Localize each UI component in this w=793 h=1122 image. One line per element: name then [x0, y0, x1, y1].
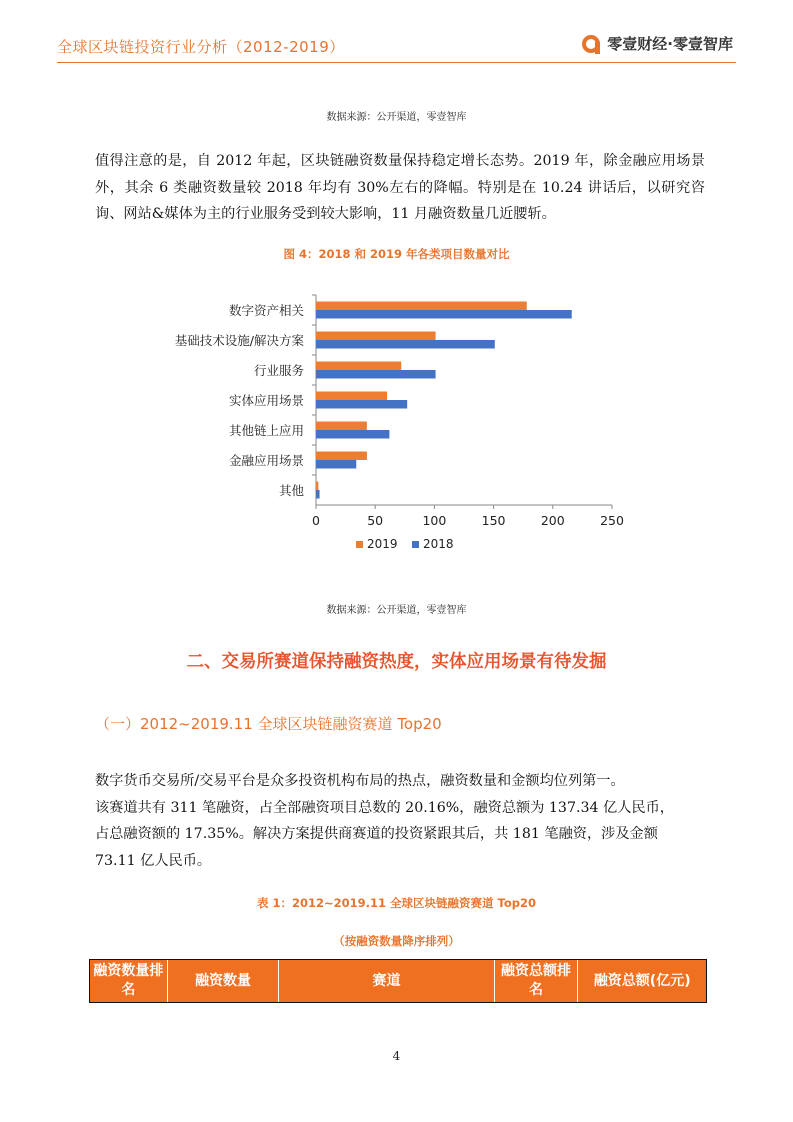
figure-title: 图 4：2018 和 2019 年各类项目数量对比 — [283, 247, 510, 261]
column-header-count: 融资数量 — [168, 960, 280, 1002]
column-header-amount-rank: 融资总额排名 — [495, 960, 579, 1002]
bar-2018-2 — [316, 370, 436, 379]
bar-chart — [150, 283, 650, 573]
bar-2018-3 — [316, 400, 407, 409]
bar-2019-0 — [316, 302, 527, 311]
legend-swatch-2018 — [412, 541, 419, 548]
x-tick-label: 0 — [312, 513, 320, 528]
paragraph-line: 该赛道共有 311 笔融资，占全部融资项目总数的 20.16%，融资总额为 137.34 亿人民币， — [95, 799, 674, 816]
paragraph-text: 值得注意的是，自 2012 年起，区块链融资数量保持稳定增长态势。2019 年，除金融应用场景外，其余 6 类融资数量较 2018 年均有 30%左右的降幅。特别是在 10.24 讲话后，以研究咨询、网站&媒体为主的行业服务受到较大影响，11 月融资数量几近腰斩。 — [95, 153, 705, 222]
y-tick-label: 其他链上应用 — [228, 423, 304, 438]
bar-2019-3 — [316, 392, 387, 401]
table-title: 表 1：2012~2019.11 全球区块链融资赛道 Top20 — [257, 896, 536, 910]
bar-2019-4 — [316, 422, 367, 431]
section-heading: 二、交易所赛道保持融资热度，实体应用场景有待发掘 — [186, 652, 607, 672]
x-tick-label: 200 — [540, 513, 565, 528]
header-title: 全球区块链投资行业分析（2012-2019） — [57, 38, 345, 56]
brand-name: 零壹财经·零壹智库 — [607, 35, 733, 53]
bar-2018-0 — [316, 310, 572, 319]
source-note-top: 数据来源：公开渠道，零壹智库 — [326, 112, 467, 123]
header-brand — [581, 33, 733, 54]
bar-2019-5 — [316, 452, 367, 461]
header-divider — [57, 62, 736, 63]
y-tick-label: 行业服务 — [253, 363, 304, 378]
paragraph-line: 数字货币交易所/交易平台是众多投资机构布局的热点，融资数量和金额均位列第一。 — [95, 773, 625, 789]
bar-2018-1 — [316, 340, 495, 349]
y-tick-label: 其他 — [278, 483, 304, 498]
paragraph-growth-trend — [95, 148, 705, 228]
y-tick-label: 基础技术设施/解决方案 — [174, 333, 304, 348]
paragraph-line: 占总融资额的 17.35%。解决方案提供商赛道的投资紧跟其后，共 181 笔融资，涉及金额 — [95, 826, 658, 842]
x-tick-label: 150 — [481, 513, 506, 528]
table-header-row — [89, 959, 707, 1003]
y-tick-label: 金融应用场景 — [228, 453, 304, 468]
page-number: 4 — [392, 1049, 401, 1063]
subsection-heading: （一）2012~2019.11 全球区块链融资赛道 Top20 — [95, 715, 442, 733]
column-header-count-rank: 融资数量排名 — [90, 960, 168, 1002]
column-header-track: 赛道 — [279, 960, 494, 1002]
bar-2018-5 — [316, 460, 356, 469]
y-tick-label: 数字资产相关 — [228, 303, 304, 318]
bar-2019-1 — [316, 332, 436, 341]
legend-label-2018: 2018 — [423, 537, 454, 551]
x-tick-label: 50 — [367, 513, 384, 528]
paragraph-line: 73.11 亿人民币。 — [95, 852, 212, 869]
column-header-amount: 融资总额(亿元) — [593, 972, 691, 989]
source-note-figure: 数据来源：公开渠道，零壹智库 — [326, 605, 467, 616]
brand-logo-icon — [581, 34, 601, 54]
table-subtitle: （按融资数量降序排列） — [333, 934, 460, 948]
bar-2019-2 — [316, 362, 401, 371]
bar-2019-6 — [316, 482, 318, 491]
paragraph-exchange-track — [95, 768, 705, 874]
bar-2018-4 — [316, 430, 389, 439]
bar-2018-6 — [316, 490, 320, 499]
x-tick-label: 100 — [422, 513, 447, 528]
y-tick-label: 实体应用场景 — [228, 393, 304, 408]
legend-label-2019: 2019 — [367, 537, 398, 551]
x-tick-label: 250 — [600, 513, 624, 528]
legend-swatch-2019 — [356, 541, 363, 548]
